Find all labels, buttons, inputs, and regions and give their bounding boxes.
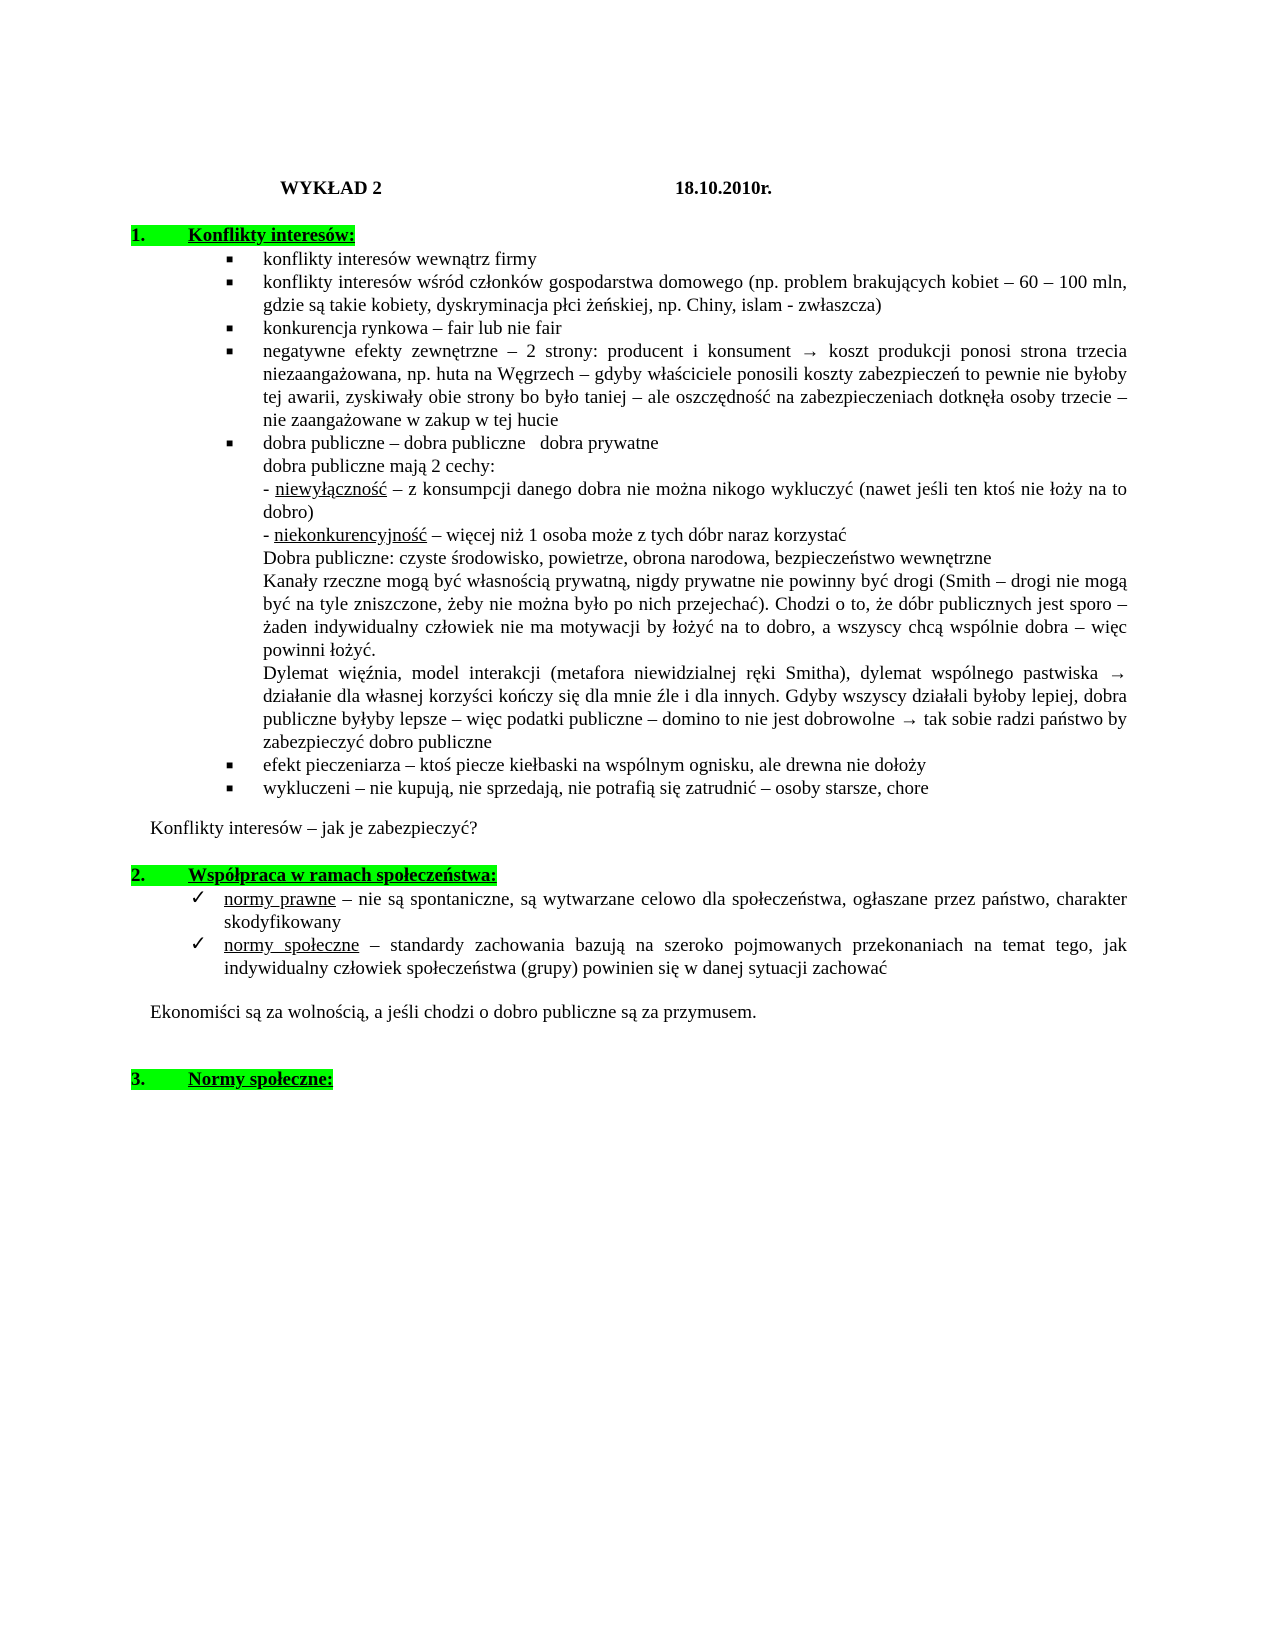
public-goods-canals: Kanały rzeczne mogą być własnością prywatną, nigdy prywatne nie powinny być drogi (Smith – drogi nie mogą być na tyle zniszczone, żeby nie można było po nich przejechać). Chodzi o to, że dóbr publicznych jest sporo – żaden indywidualny człowiek nie ma motywacji by łożyć na to dobro, a wszyscy chcą wspólnie dobra – więc powinni łożyć. <box>263 571 1127 661</box>
list-item: ■ konflikty interesów wewnątrz firmy <box>226 249 537 270</box>
public-goods-feature-2: - niekonkurencyjność – więcej niż 1 osoba może z tych dóbr naraz korzystać <box>263 525 847 546</box>
feature-term: niekonkurencyjność <box>274 525 428 546</box>
square-bullet-icon: ■ <box>226 781 234 795</box>
lecture-title: WYKŁAD 2 <box>280 178 382 199</box>
norm-term: normy prawne <box>224 889 336 910</box>
list-item: ■ negatywne efekty zewnętrzne – 2 strony: producent i konsument → koszt produkcji ponosi strona trzecia niezaangażowana, np. huta na Węgrzech – gdyby właściciele ponosili koszty zabezpieczeń to pewnie nie byłoby tej awarii, zyskiwały obie strony bo było taniej – ale oszczędność na zabezpieczeniach dotknęła osoby trzecie – nie zaangażowane w zakup w tej hucie <box>226 341 1127 431</box>
public-goods-feature-1: - niewyłączność – z konsumpcji danego dobra nie można nikogo wykluczyć (nawet jeśli ten ktoś nie łoży na to dobro) <box>263 479 1127 523</box>
list-item-public-goods <box>224 432 1127 754</box>
norm-term: normy społeczne <box>224 935 360 956</box>
section-1-list <box>224 248 1127 800</box>
feature-term: niewyłączność <box>275 479 388 500</box>
section-2-list <box>190 887 1128 980</box>
section-2-title: Współpraca w ramach społeczeństwa: <box>188 865 497 886</box>
page-header <box>280 177 800 200</box>
section-1-heading <box>131 225 355 247</box>
lecture-date: 18.10.2010r. <box>675 178 772 199</box>
section-1-title: Konflikty interesów: <box>188 225 355 246</box>
square-bullet-icon: ■ <box>226 436 234 450</box>
section-2-heading <box>131 865 497 887</box>
section-2-note: Ekonomiści są za wolnością, a jeśli chodzi o dobro publiczne są za przymusem. <box>150 1002 757 1023</box>
public-goods-intro: dobra publiczne mają 2 cechy: <box>263 456 496 477</box>
checkmark-icon: ✓ <box>190 887 207 909</box>
square-bullet-icon: ■ <box>226 252 234 266</box>
public-goods-dilemma: Dylemat więźnia, model interakcji (metafora niewidzialnej ręki Smitha), dylemat wspólnego pastwiska → działanie dla własnej korzyści kończy się dla mnie źle i dla innych. Gdyby wszyscy działali byłoby lepiej, dobra publiczne byłyby lepsze – więc podatki publiczne – domino to nie jest dobrowolne → tak sobie radzi państwo by zabezpieczyć dobro publiczne <box>263 663 1127 753</box>
list-item: ■ konflikty interesów wśród członków gospodarstwa domowego (np. problem brakujących kobiet – 60 – 100 mln, gdzie są takie kobiety, dyskryminacja płci żeńskiej, np. Chiny, islam - zwłaszcza) <box>226 272 1127 316</box>
public-goods-examples: Dobra publiczne: czyste środowisko, powietrze, obrona narodowa, bezpieczeństwo wewnętrzne <box>263 548 992 569</box>
list-item: ■ wykluczeni – nie kupują, nie sprzedają, nie potrafią się zatrudnić – osoby starsze, chore <box>226 778 929 799</box>
list-item: ■ konkurencja rynkowa – fair lub nie fair <box>226 318 562 339</box>
section-3-title: Normy społeczne: <box>188 1069 334 1090</box>
section-3-heading <box>131 1069 333 1091</box>
public-goods-title: dobra publiczne – dobra publiczne dobra prywatne <box>263 433 659 454</box>
list-item: ✓ normy społeczne – standardy zachowania bazują na szeroko pojmowanych przekonaniach na temat tego, jak indywidualny człowiek społeczeństwa (grupy) powinien się w danej sytuacji zachować <box>190 933 1128 979</box>
list-item: ✓ normy prawne – nie są spontaniczne, są wytwarzane celowo dla społeczeństwa, ogłaszane przez państwo, charakter skodyfikowany <box>190 887 1127 933</box>
square-bullet-icon: ■ <box>226 758 234 772</box>
section-3-number: 3. <box>131 1069 146 1090</box>
square-bullet-icon: ■ <box>226 275 234 289</box>
section-1-question: Konflikty interesów – jak je zabezpieczyć? <box>150 818 478 839</box>
list-item: ■ efekt pieczeniarza – ktoś piecze kiełbaski na wspólnym ognisku, ale drewna nie dołoży <box>226 755 927 776</box>
square-bullet-icon: ■ <box>226 321 234 335</box>
checkmark-icon: ✓ <box>190 933 207 955</box>
section-1-number: 1. <box>131 225 146 246</box>
square-bullet-icon: ■ <box>226 344 234 358</box>
section-2-number: 2. <box>131 865 146 886</box>
